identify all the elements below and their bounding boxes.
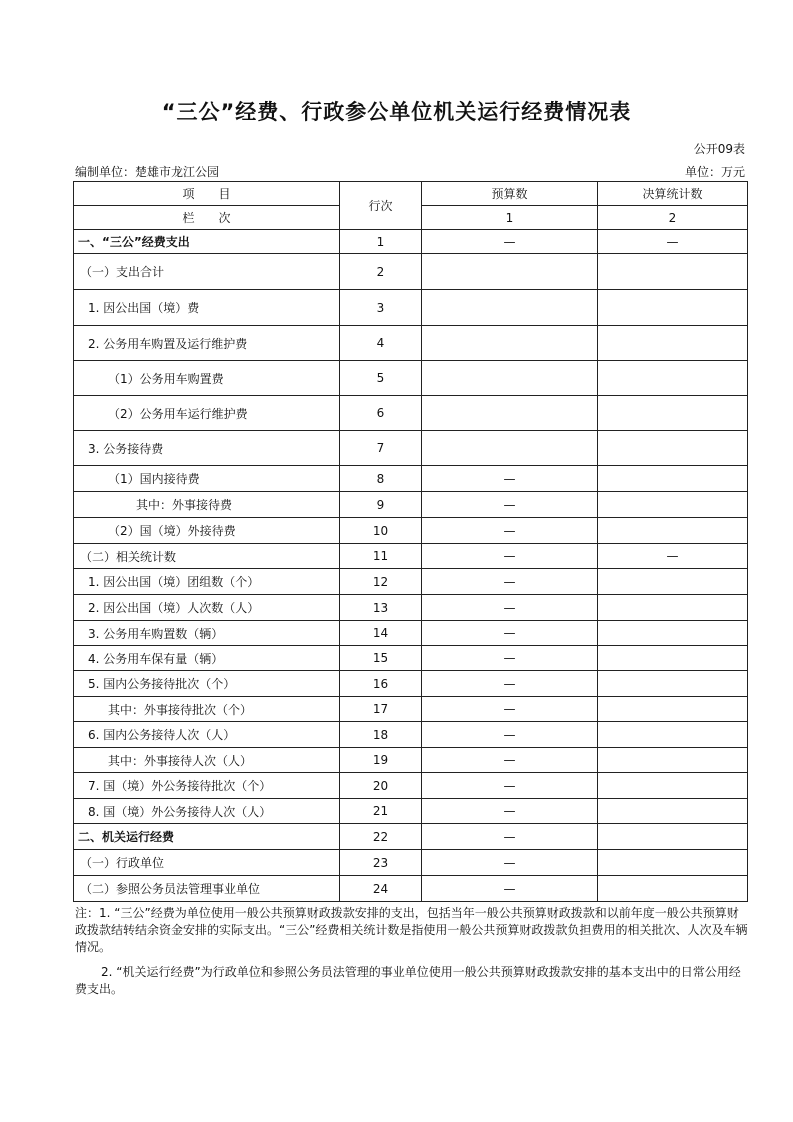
header-budget-col: 1: [422, 206, 598, 230]
row-number: 8: [340, 466, 422, 492]
row-number: 4: [340, 326, 422, 361]
note-1: 注：1. “三公”经费为单位使用一般公共预算财政拨款安排的支出，包括当年一般公共预算财政拨款和以前年度一般公共预算财政拨款结转结余资金安排的实际支出。“三公”经费相关统计数是指使用一般公共预算财政拨款负担费用的相关批次、人次及车辆情况。: [75, 906, 748, 954]
row-number: 20: [340, 773, 422, 799]
row-final-value: [598, 569, 748, 595]
row-item-label: 1. 因公出国（境）费: [74, 290, 340, 326]
row-final-value: [598, 850, 748, 876]
table-row: [74, 722, 748, 748]
table-row: [74, 290, 748, 326]
row-final-value: [598, 492, 748, 518]
row-item-label: （2）国（境）外接待费: [74, 518, 340, 544]
row-number: 9: [340, 492, 422, 518]
row-final-value: [598, 671, 748, 697]
row-item-label: （2）公务用车运行维护费: [74, 396, 340, 431]
row-budget-value: [422, 396, 598, 431]
row-item-label: 2. 公务用车购置及运行维护费: [74, 326, 340, 361]
row-number: 18: [340, 722, 422, 748]
row-item-label: 二、机关运行经费: [74, 824, 340, 850]
row-item-label: （1）公务用车购置费: [74, 361, 340, 396]
row-number: 16: [340, 671, 422, 697]
row-budget-value: —: [422, 230, 598, 254]
table-row: [74, 824, 748, 850]
row-final-value: [598, 431, 748, 466]
row-item-label: 其中：外事接待费: [74, 492, 340, 518]
row-budget-value: [422, 254, 598, 290]
table-row: [74, 254, 748, 290]
row-final-value: [598, 595, 748, 621]
table-row: [74, 748, 748, 773]
row-item-label: 1. 因公出国（境）团组数（个）: [74, 569, 340, 595]
row-final-value: —: [598, 230, 748, 254]
row-budget-value: —: [422, 544, 598, 569]
table-row: [74, 646, 748, 671]
header-budget: 预算数: [422, 182, 598, 206]
expense-table: [73, 181, 748, 902]
row-budget-value: —: [422, 518, 598, 544]
row-item-label: 5. 国内公务接待批次（个）: [74, 671, 340, 697]
table-row: [74, 466, 748, 492]
row-final-value: [598, 254, 748, 290]
table-row: [74, 544, 748, 569]
table-row: [74, 396, 748, 431]
row-item-label: （二）参照公务员法管理事业单位: [74, 876, 340, 902]
row-budget-value: —: [422, 773, 598, 799]
row-number: 23: [340, 850, 422, 876]
table-row: [74, 569, 748, 595]
row-final-value: [598, 824, 748, 850]
table-row: [74, 621, 748, 646]
row-budget-value: [422, 326, 598, 361]
table-row: [74, 697, 748, 722]
table-row: [74, 799, 748, 824]
table-row: [74, 850, 748, 876]
row-item-label: 2. 因公出国（境）人次数（人）: [74, 595, 340, 621]
row-item-label: （二）相关统计数: [74, 544, 340, 569]
row-final-value: [598, 748, 748, 773]
row-budget-value: —: [422, 466, 598, 492]
row-item-label: （1）国内接待费: [74, 466, 340, 492]
row-budget-value: —: [422, 722, 598, 748]
header-item: 项 目: [74, 182, 340, 206]
row-budget-value: [422, 361, 598, 396]
table-row: [74, 876, 748, 902]
row-number: 14: [340, 621, 422, 646]
row-number: 12: [340, 569, 422, 595]
row-number: 15: [340, 646, 422, 671]
row-budget-value: —: [422, 748, 598, 773]
row-item-label: 6. 国内公务接待人次（人）: [74, 722, 340, 748]
table-row: [74, 431, 748, 466]
row-budget-value: —: [422, 697, 598, 722]
row-final-value: [598, 290, 748, 326]
row-final-value: [598, 396, 748, 431]
table-row: [74, 595, 748, 621]
row-number: 10: [340, 518, 422, 544]
table-row: [74, 773, 748, 799]
row-budget-value: —: [422, 621, 598, 646]
table-row: [74, 361, 748, 396]
row-number: 19: [340, 748, 422, 773]
row-item-label: 3. 公务用车购置数（辆）: [74, 621, 340, 646]
row-budget-value: [422, 290, 598, 326]
table-row: [74, 518, 748, 544]
row-number: 2: [340, 254, 422, 290]
row-final-value: [598, 621, 748, 646]
row-budget-value: —: [422, 595, 598, 621]
row-item-label: 其中：外事接待批次（个）: [74, 697, 340, 722]
header-column: 栏 次: [74, 206, 340, 230]
row-item-label: （一）支出合计: [74, 254, 340, 290]
row-item-label: 3. 公务接待费: [74, 431, 340, 466]
header-final-col: 2: [598, 206, 748, 230]
compiling-unit: 编制单位：楚雄市龙江公园: [75, 165, 220, 179]
row-budget-value: —: [422, 492, 598, 518]
row-number: 11: [340, 544, 422, 569]
row-budget-value: —: [422, 569, 598, 595]
row-number: 1: [340, 230, 422, 254]
row-final-value: [598, 799, 748, 824]
row-item-label: 7. 国（境）外公务接待批次（个）: [74, 773, 340, 799]
row-budget-value: —: [422, 646, 598, 671]
row-item-label: 其中：外事接待人次（人）: [74, 748, 340, 773]
row-final-value: [598, 361, 748, 396]
row-number: 13: [340, 595, 422, 621]
row-budget-value: [422, 431, 598, 466]
row-final-value: [598, 326, 748, 361]
currency-unit: 单位：万元: [684, 165, 745, 179]
header-row-no: 行次: [340, 182, 422, 230]
notes: [75, 905, 749, 998]
row-item-label: 4. 公务用车保有量（辆）: [74, 646, 340, 671]
table-row: [74, 671, 748, 697]
row-budget-value: —: [422, 876, 598, 902]
header-row: [74, 182, 748, 206]
row-final-value: [598, 876, 748, 902]
row-number: 24: [340, 876, 422, 902]
table-row: [74, 326, 748, 361]
row-final-value: [598, 518, 748, 544]
page-title: “三公”经费、行政参公单位机关运行经费情况表: [161, 100, 632, 124]
table-row: [74, 230, 748, 254]
header-final: 决算统计数: [598, 182, 748, 206]
row-number: 17: [340, 697, 422, 722]
row-number: 22: [340, 824, 422, 850]
table-row: [74, 492, 748, 518]
row-budget-value: —: [422, 850, 598, 876]
note-2: 2. “机关运行经费”为行政单位和参照公务员法管理的事业单位使用一般公共预算财政拨款安排的基本支出中的日常公用经费支出。: [75, 965, 741, 996]
row-budget-value: —: [422, 824, 598, 850]
row-number: 6: [340, 396, 422, 431]
row-number: 3: [340, 290, 422, 326]
row-budget-value: —: [422, 671, 598, 697]
row-final-value: [598, 773, 748, 799]
row-item-label: 一、“三公”经费支出: [74, 230, 340, 254]
row-budget-value: —: [422, 799, 598, 824]
form-code: 公开09表: [693, 142, 745, 156]
row-number: 5: [340, 361, 422, 396]
row-final-value: [598, 466, 748, 492]
row-final-value: [598, 722, 748, 748]
row-item-label: （一）行政单位: [74, 850, 340, 876]
row-final-value: [598, 697, 748, 722]
row-number: 7: [340, 431, 422, 466]
row-item-label: 8. 国（境）外公务接待人次（人）: [74, 799, 340, 824]
row-final-value: —: [598, 544, 748, 569]
row-final-value: [598, 646, 748, 671]
row-number: 21: [340, 799, 422, 824]
